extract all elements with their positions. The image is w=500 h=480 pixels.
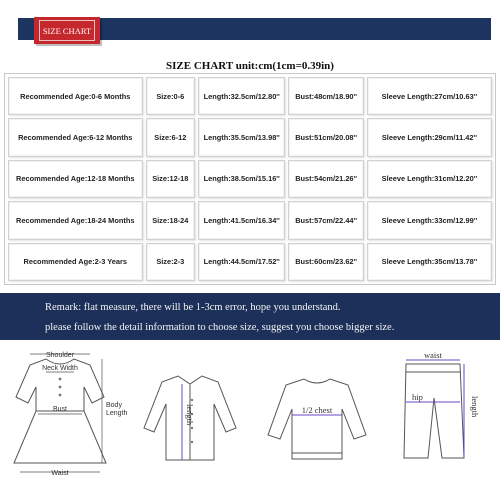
bust-cell: Bust:51cm/20.08'' bbox=[288, 118, 364, 156]
length-cell: Length:35.5cm/13.98'' bbox=[198, 118, 285, 156]
length-cell: Length:32.5cm/12.80'' bbox=[198, 77, 285, 115]
size-table bbox=[4, 73, 496, 285]
sleeve-cell: Sleeve Length:27cm/10.63'' bbox=[367, 77, 492, 115]
dress-diagram bbox=[0, 345, 130, 480]
pants-waist-label: waist bbox=[424, 350, 442, 360]
sleeve-cell: Sleeve Length:31cm/12.20'' bbox=[367, 160, 492, 198]
table-row bbox=[8, 160, 492, 198]
age-cell: Recommended Age:6-12 Months bbox=[8, 118, 143, 156]
table-row bbox=[8, 201, 492, 239]
bust-cell: Bust:54cm/21.26'' bbox=[288, 160, 364, 198]
shirt-diagram bbox=[140, 370, 240, 470]
shoulder-label: Shoulder bbox=[45, 352, 75, 359]
bust-cell: Bust:60cm/23.62'' bbox=[288, 243, 364, 281]
size-cell: Size:6-12 bbox=[146, 118, 196, 156]
sleeve-cell: Sleeve Length:29cm/11.42'' bbox=[367, 118, 492, 156]
pants-outline-icon bbox=[404, 364, 464, 458]
age-cell: Recommended Age:12-18 Months bbox=[8, 160, 143, 198]
neck-width-label: Neck Width bbox=[42, 365, 78, 372]
remark-line-1: Remark: flat measure, there will be 1-3cm error, hope you understand. bbox=[45, 302, 341, 313]
pants-length-label: length bbox=[470, 396, 480, 418]
sweater-outline-icon bbox=[268, 379, 366, 459]
sweater-chest-label: 1/2 chest bbox=[301, 405, 333, 415]
age-cell: Recommended Age:18-24 Months bbox=[8, 201, 143, 239]
table-row bbox=[8, 118, 492, 156]
size-cell: Size:18-24 bbox=[146, 201, 196, 239]
length-cell: Length:38.5cm/15.16'' bbox=[198, 160, 285, 198]
bust-cell: Bust:57cm/22.44'' bbox=[288, 201, 364, 239]
age-cell: Recommended Age:2-3 Years bbox=[8, 243, 143, 281]
size-chart-tag: SIZE CHART bbox=[34, 17, 100, 44]
sleeve-cell: Sleeve Length:35cm/13.78'' bbox=[367, 243, 492, 281]
size-cell: Size:12-18 bbox=[146, 160, 196, 198]
length-cell: Length:41.5cm/16.34'' bbox=[198, 201, 285, 239]
length-cell: Length:44.5cm/17.52'' bbox=[198, 243, 285, 281]
sweater-diagram bbox=[262, 373, 372, 468]
table-row bbox=[8, 243, 492, 281]
bust-label: Bust bbox=[52, 406, 68, 413]
chart-title: SIZE CHART unit:cm(1cm=0.39in) bbox=[166, 60, 334, 72]
table-row bbox=[8, 77, 492, 115]
age-cell: Recommended Age:0-6 Months bbox=[8, 77, 143, 115]
body-label: Body bbox=[106, 402, 122, 409]
pants-hip-label: hip bbox=[412, 392, 423, 402]
size-cell: Size:0-6 bbox=[146, 77, 196, 115]
sleeve-cell: Sleeve Length:33cm/12.99'' bbox=[367, 201, 492, 239]
shirt-length-label: length bbox=[185, 404, 195, 426]
length-label: Length bbox=[106, 410, 128, 417]
size-cell: Size:2-3 bbox=[146, 243, 196, 281]
bust-cell: Bust:48cm/18.90'' bbox=[288, 77, 364, 115]
pants-diagram bbox=[388, 350, 488, 470]
waist-label: Waist bbox=[51, 470, 69, 477]
remark-line-2: please follow the detail information to choose size, suggest you choose bigger size. bbox=[45, 322, 395, 333]
